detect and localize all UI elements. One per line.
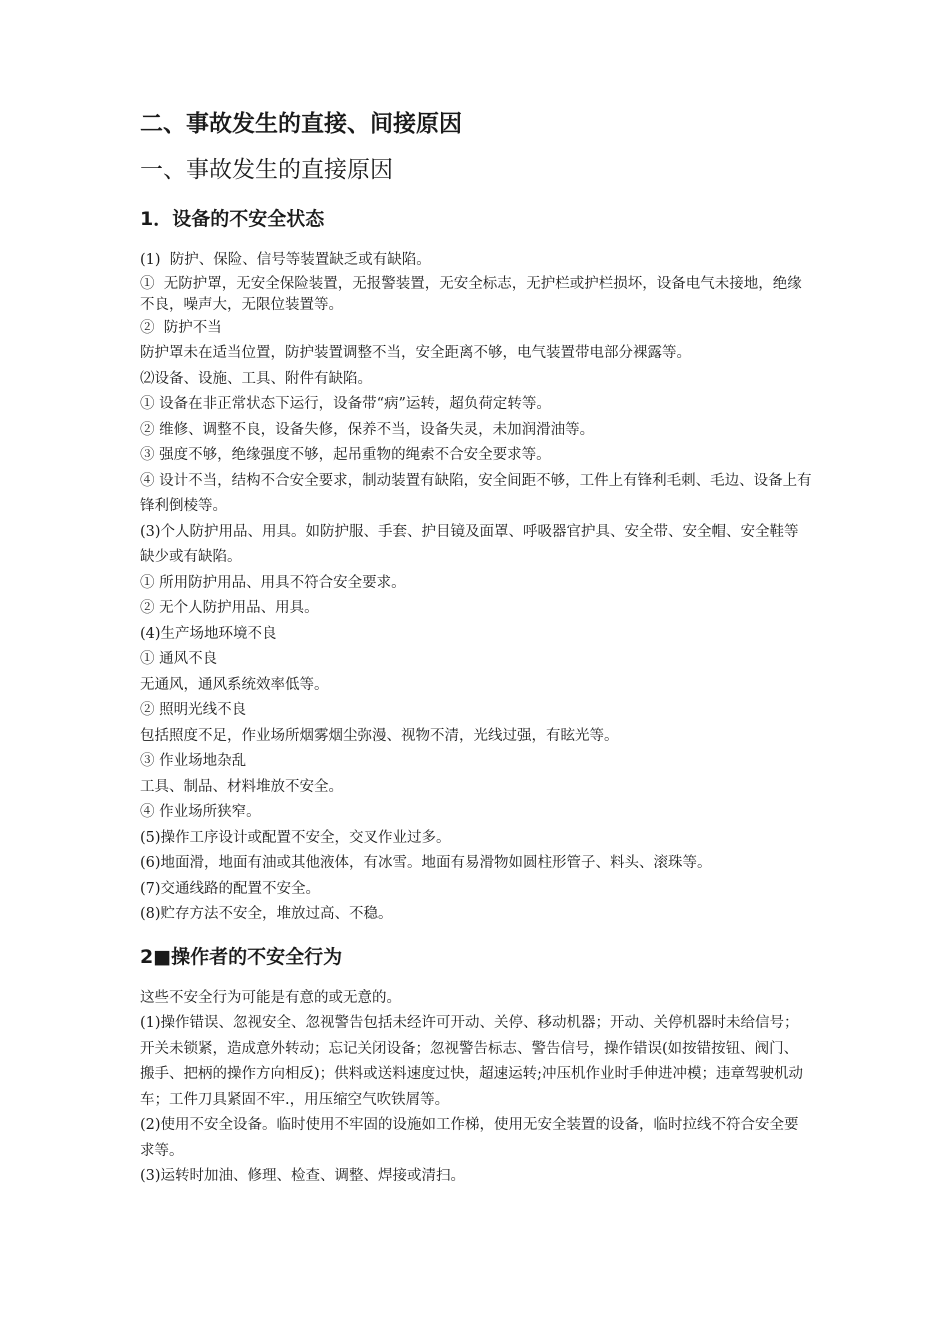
paragraph: 这些不安全行为可能是有意的或无意的。 — [140, 989, 401, 1006]
page-title: 二、事故发生的直接、间接原因 — [140, 111, 462, 137]
paragraph: 无通风，通风系统效率低等。 — [140, 676, 329, 693]
paragraph: ③ 强度不够，绝缘强度不够，起吊重物的绳索不合安全要求等。 — [140, 447, 551, 463]
paragraph: ② 维修、调整不良，设备失修，保养不当，设备失灵，未加润滑油等。 — [140, 421, 595, 438]
paragraph: ① 通风不良 — [140, 651, 218, 667]
paragraph: (1) 防护、保险、信号等装置缺乏或有缺陷。 — [140, 252, 431, 268]
paragraph: ② 防护不当 — [140, 319, 222, 336]
section-title: 一、事故发生的直接原因 — [140, 157, 393, 183]
paragraph: ② 无个人防护用品、用具。 — [140, 600, 319, 616]
paragraph: ① 无防护罩，无安全保险装置，无报警装置，无安全标志，无护栏或护栏损坏，设备电气未接地，绝缘不良，噪声大，无限位装置等。 — [140, 275, 802, 313]
paragraph: ④ 设计不当，结构不合安全要求，制动装置有缺陷，安全间距不够，工件上有锋利毛刺、毛边、设备上有锋利倒棱等。 — [140, 472, 812, 514]
paragraph: (1)操作错误、忽视安全、忽视警告包括未经许可开动、关停、移动机器；开动、关停机器时未给信号；开关未锁紧，造成意外转动；忘记关闭设备；忽视警告标志、警告信号，操作错误(如按错按钮、阀门、搬手、把柄的操作方向相反)；供料或送料速度过快，超速运转;冲压机作业时手伸进冲模；违章驾驶机动车；工件刀具紧固不牢.，用压缩空气吹铁屑等。 — [140, 1015, 804, 1108]
paragraph: (3)个人防护用品、用具。如防护服、手套、护目镜及面罩、呼吸器官护具、安全带、安全帽、安全鞋等缺少或有缺陷。 — [140, 523, 799, 565]
paragraph: (7)交通线路的配置不安全。 — [140, 880, 321, 897]
subsection-heading-2: 2■操作者的不安全行为 — [140, 945, 343, 968]
paragraph: ⑵设备、设施、工具、附件有缺陷。 — [140, 370, 372, 387]
paragraph: ① 所用防护用品、用具不符合安全要求。 — [140, 574, 406, 591]
paragraph: (5)操作工序设计或配置不安全，交叉作业过多。 — [140, 829, 451, 846]
paragraph: 防护罩未在适当位置，防护装置调整不当，安全距离不够，电气装置带电部分裸露等。 — [140, 345, 691, 361]
subsection-heading-1: 1．设备的不安全状态 — [140, 208, 325, 230]
paragraph: ④ 作业场所狭窄。 — [140, 804, 261, 820]
paragraph: (2)使用不安全设备。临时使用不牢固的设施如工作梯，使用无安全装置的设备，临时拉线不符合安全要求等。 — [140, 1117, 799, 1159]
paragraph: 工具、制品、材料堆放不安全。 — [140, 778, 343, 795]
paragraph: (4)生产场地环境不良 — [140, 625, 277, 642]
paragraph: (8)贮存方法不安全，堆放过高、不稳。 — [140, 906, 393, 922]
paragraph: ③ 作业场地杂乱 — [140, 753, 247, 769]
paragraph: (6)地面滑，地面有油或其他液体，有冰雪。地面有易滑物如圆柱形管子、料头、滚珠等。 — [140, 855, 712, 871]
paragraph: ② 照明光线不良 — [140, 702, 247, 718]
paragraph: 包括照度不足，作业场所烟雾烟尘弥漫、视物不清，光线过强，有眩光等。 — [140, 727, 619, 744]
paragraph: ① 设备在非正常状态下运行，设备带“病”运转，超负荷定转等。 — [140, 396, 551, 412]
paragraph: (3)运转时加油、修理、检查、调整、焊接或清扫。 — [140, 1168, 466, 1184]
